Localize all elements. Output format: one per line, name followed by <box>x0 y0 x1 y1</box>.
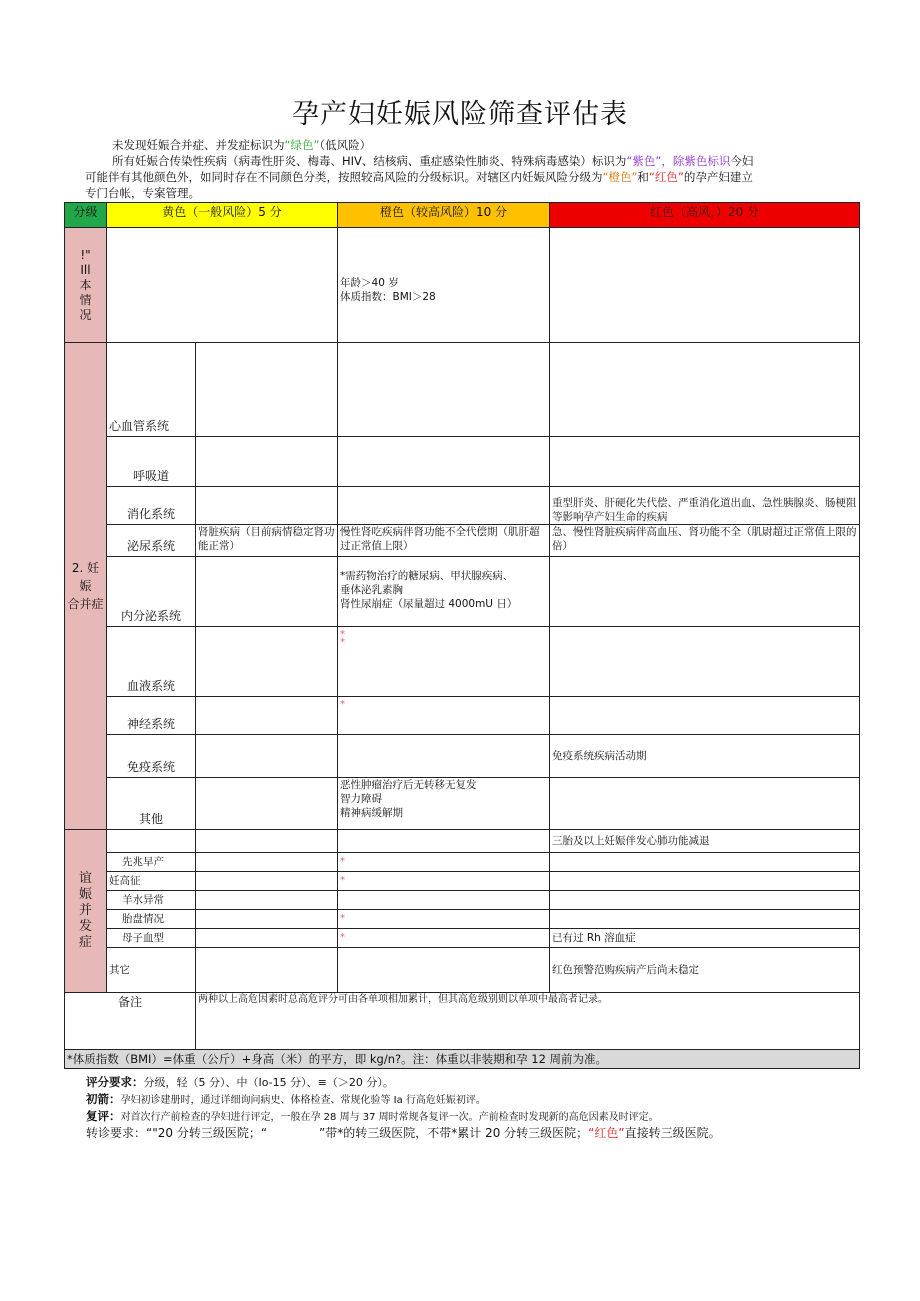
cell-red: 免疫系统疾病活动期 <box>550 735 860 778</box>
header-row <box>65 203 860 228</box>
complication-section <box>65 343 860 830</box>
category-label: 其他 <box>107 778 196 830</box>
cell-orange <box>338 487 550 525</box>
footer-score <box>86 1075 394 1090</box>
review-text: 对首次行产前检查的孕妇进行评定，一般在孕 28 周与 37 周时常规各复评一次。产前检查时发现新的高危因素及时评定。 <box>120 1112 659 1123</box>
risk-table <box>64 202 860 1069</box>
cell-yellow <box>196 735 338 778</box>
complication-row <box>65 343 860 437</box>
pregnancy-row <box>65 910 860 929</box>
orange-label: “橙色” <box>602 170 638 184</box>
initial-text: 孕妇初诊建册时，通过详细询问病史、体格检查、常规化验等 Ia 行高危妊娠初评。 <box>120 1095 486 1106</box>
cell-red <box>550 778 860 830</box>
complication-row <box>65 627 860 697</box>
cell-red <box>550 872 860 891</box>
pregnancy-row <box>65 853 860 872</box>
cell-red: 重型肝炎、肝硬化失代偿、严重消化道出血、急性胰腺炎、肠梗阻等影响孕产妇生命的疾病 <box>550 487 860 525</box>
complication-row <box>65 557 860 627</box>
cell-orange <box>338 343 550 437</box>
intro-text: 的孕产妇建立 <box>683 170 753 184</box>
cell-yellow: 肾脏疾病（目前病情稳定肾功能正常） <box>196 525 338 557</box>
category-label <box>107 830 196 853</box>
cell-yellow <box>196 697 338 735</box>
pregnancy-row <box>65 872 860 891</box>
cell-red <box>550 891 860 910</box>
complication-row <box>65 735 860 778</box>
intro-text: 所有妊娠合传染性疾病（病毒性肝炎、梅毒、HIV、结核病、重症感染性肺炎、特殊病毒感染）标识为 <box>112 154 627 168</box>
complication-row <box>65 437 860 487</box>
footer-initial <box>86 1092 486 1108</box>
cell-yellow <box>196 437 338 487</box>
bmi-criterion: 体质指数：BMI＞28 <box>340 291 436 303</box>
cell-orange: 恶性肿瘤治疗后无转移无复发 智力障碍 精神病缓解期 <box>338 778 550 830</box>
cell-red <box>550 627 860 697</box>
cell-red <box>550 910 860 929</box>
complication-row <box>65 525 860 557</box>
cell-red <box>550 437 860 487</box>
complication-row <box>65 697 860 735</box>
cell-red <box>550 557 860 627</box>
pregnancy-row <box>65 891 860 910</box>
cell-red: 三胎及以上妊娠伴发心肺功能减退 <box>550 830 860 853</box>
header-level: 分级 <box>65 203 107 228</box>
intro-text: 和 <box>637 170 649 184</box>
footer-transfer <box>86 1126 721 1141</box>
cell-yellow <box>196 891 338 910</box>
category-label: 心血管系统 <box>107 343 196 437</box>
basic-orange <box>338 228 550 343</box>
category-label: 血液系统 <box>107 627 196 697</box>
remark-text: 两种以上高危因素时总高危评分可由各单项相加累计，但其高危级别则以单项中最高者记录。 <box>196 993 860 1050</box>
category-label: 泌尿系统 <box>107 525 196 557</box>
cell-orange <box>338 830 550 853</box>
cell-yellow <box>196 910 338 929</box>
score-text: 分级，轻（5 分）、中（Io-15 分）、≡（＞20 分）。 <box>143 1076 394 1089</box>
cell-yellow <box>196 627 338 697</box>
pregnancy-row <box>65 830 860 853</box>
basic-label: !" Ill 本 情 况 <box>65 228 107 343</box>
red-label: “红色” <box>648 170 684 184</box>
cell-red <box>550 697 860 735</box>
remark-label: 备注 <box>65 993 196 1050</box>
intro-text: 今妇 <box>730 154 754 168</box>
complication-row <box>65 487 860 525</box>
complication-label: 2. 妊娠 合并症 <box>65 343 107 830</box>
cell-red: 已有过 Rh 溶血症 <box>550 929 860 948</box>
basic-row <box>65 228 860 343</box>
pregnancy-row <box>65 929 860 948</box>
pregnancy-row <box>65 948 860 993</box>
cell-orange <box>338 891 550 910</box>
cell-yellow <box>196 853 338 872</box>
cell-orange <box>338 437 550 487</box>
cell-yellow <box>196 872 338 891</box>
category-label: 妊高征 <box>107 872 196 891</box>
cell-orange: * * <box>338 627 550 697</box>
bmi-row <box>65 1050 860 1069</box>
cell-yellow <box>196 487 338 525</box>
review-label: 复评： <box>86 1109 121 1123</box>
cell-red: 急、慢性肾脏疾病伴高血压、肾功能不全（肌尉超过正常值上限的倍） <box>550 525 860 557</box>
complication-row <box>65 778 860 830</box>
category-label: 消化系统 <box>107 487 196 525</box>
remark-row <box>65 993 860 1050</box>
intro-line-1 <box>112 138 892 153</box>
footer-review <box>86 1109 659 1125</box>
basic-red <box>550 228 860 343</box>
header-orange: 橙色（较高风险）10 分 <box>338 203 550 228</box>
cell-yellow <box>196 929 338 948</box>
intro-line-2 <box>112 154 882 169</box>
category-label: 内分泌系统 <box>107 557 196 627</box>
intro-text: 未发现妊娠合并症、并发症标识为 <box>112 138 285 152</box>
category-label: 神经系统 <box>107 697 196 735</box>
pregnancy-label: 谊 娠 并 发 症 <box>65 830 107 993</box>
cell-orange: * <box>338 872 550 891</box>
cell-orange <box>338 948 550 993</box>
cell-orange: * <box>338 697 550 735</box>
green-label: “绿色” <box>284 138 320 152</box>
cell-orange: 慢性肾吃疾病伴肾功能不全代偿期（肌肝超过正常值上限） <box>338 525 550 557</box>
cell-yellow <box>196 343 338 437</box>
transfer-text: 转诊要求：“"20 分转三级医院；“ <box>86 1126 268 1140</box>
page-title: 孕产妇妊娠风险筛查评估表 <box>292 99 628 130</box>
initial-label: 初箭： <box>86 1092 121 1106</box>
category-label: 先兆早产 <box>107 853 196 872</box>
cell-orange: *需药物治疗的糖尿病、甲状腺疾病、 垂体泌乳素胸 肾性尿崩症（尿量超过 4000mU 日） <box>338 557 550 627</box>
category-label: 羊水异常 <box>107 891 196 910</box>
cell-yellow <box>196 557 338 627</box>
category-label: 母子血型 <box>107 929 196 948</box>
intro-text: （低风险） <box>319 138 372 152</box>
cell-orange: * <box>338 910 550 929</box>
category-label: 免疫系统 <box>107 735 196 778</box>
transfer-text-3: 直接转三级医院。 <box>624 1126 721 1140</box>
intro-text: 专门台帐，专案管理。 <box>85 186 200 200</box>
basic-yellow <box>107 228 338 343</box>
cell-red <box>550 343 860 437</box>
cell-orange: * <box>338 929 550 948</box>
score-label: 评分要求： <box>86 1075 144 1089</box>
intro-text: 可能伴有其他颜色外，如同时存在不同颜色分类，按照较高风险的分级标识。对辖区内妊娠风险分级为 <box>85 170 603 184</box>
purple-label-2: ，除紫色标识 <box>661 154 731 168</box>
cell-red <box>550 853 860 872</box>
category-label: 呼吸道 <box>107 437 196 487</box>
transfer-red: “红色” <box>588 1126 625 1140</box>
age-criterion: 年龄＞40 岁 <box>340 277 399 289</box>
intro-line-3 <box>85 170 875 185</box>
bmi-note: *体质指数（BMI）=体重（公斤）+身高（米）的平方，即 kg/n?。注：体重以非装期和孕 12 周前为准。 <box>65 1050 860 1069</box>
intro-line-4 <box>85 186 865 201</box>
transfer-text-2: ”带*的转三级医院，不带*累计 20 分转三级医院； <box>319 1126 589 1140</box>
cell-red: 红色预警范购疾病产后尚未稳定 <box>550 948 860 993</box>
pregnancy-section <box>65 830 860 993</box>
cell-yellow <box>196 948 338 993</box>
cell-orange: * <box>338 853 550 872</box>
category-label: 胎盘情况 <box>107 910 196 929</box>
purple-label: “紫色” <box>626 154 662 168</box>
cell-yellow <box>196 778 338 830</box>
cell-yellow <box>196 830 338 853</box>
category-label: 其它 <box>107 948 196 993</box>
header-red: 红色（高风，）20 分 <box>550 203 860 228</box>
header-yellow: 黄色（一般风险）5 分 <box>107 203 338 228</box>
cell-orange <box>338 735 550 778</box>
